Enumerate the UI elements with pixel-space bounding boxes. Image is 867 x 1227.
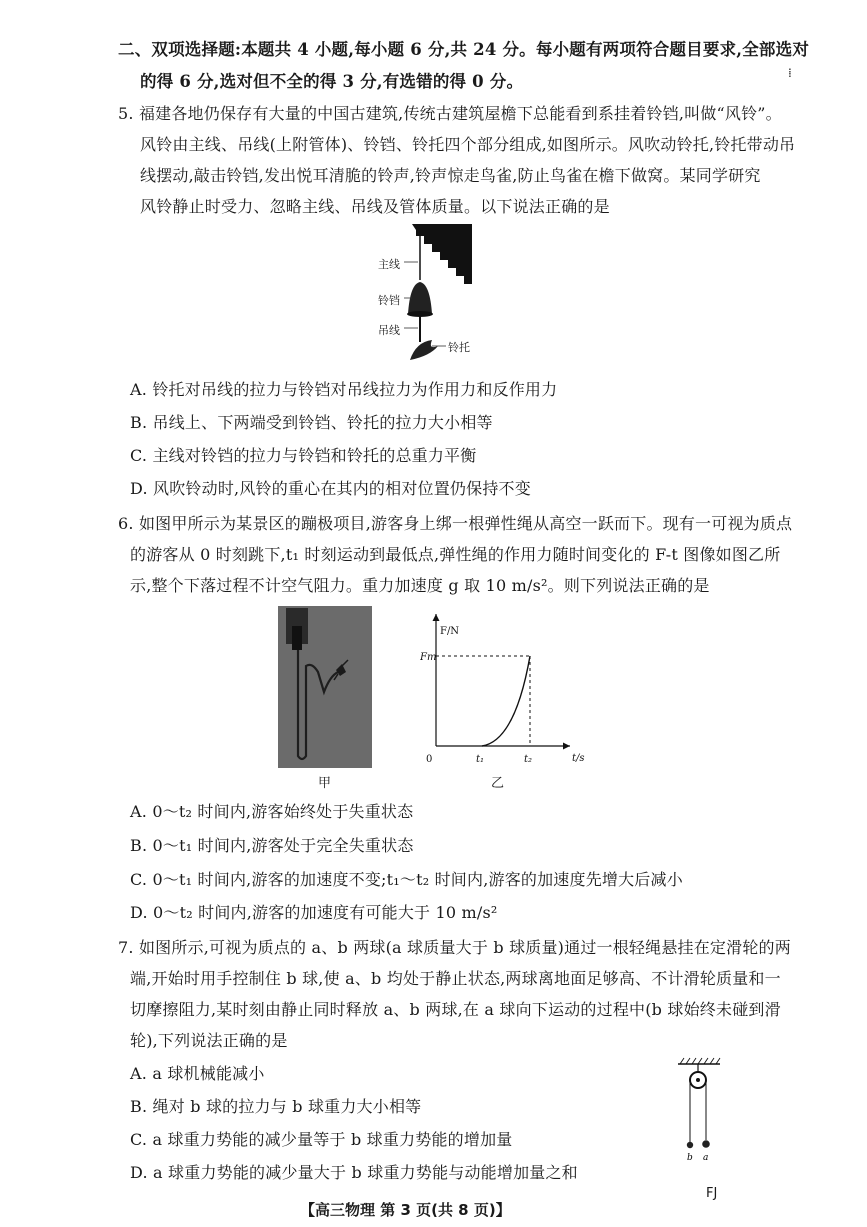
t2-label: t₂ [524,754,533,765]
graph-caption: 乙 [491,776,505,791]
corner-mark: ⁞ [788,66,792,80]
footer-code: FJ [706,1186,718,1201]
q7-option-c: C. a 球重力势能的减少量等于 b 球重力势能的增加量 [130,1130,513,1149]
label-main-line: 主线 [378,258,400,271]
holder-shape [410,340,438,360]
x-axis-label: t/s [572,753,585,764]
page-footer: 【高三物理 第 3 页(共 8 页)】 [300,1201,511,1219]
q7-option-b: B. 绳对 b 球的拉力与 b 球重力大小相等 [130,1097,422,1116]
q6-line-1: 6. 如图甲所示为某景区的蹦极项目,游客身上绑一根弹性绳从高空一跃而下。现有一可视为质点 [118,514,793,533]
q5-option-b: B. 吊线上、下两端受到铃铛、铃托的拉力大小相等 [130,413,493,432]
q6-line-3: 示,整个下落过程不计空气阻力。重力加速度 g 取 10 m/s²。则下列说法正确的是 [130,576,710,595]
q7-line-1: 7. 如图所示,可视为质点的 a、b 两球(a 球质量大于 b 球质量)通过一根轻绳悬挂在定滑轮的两 [118,938,791,957]
q6-option-c: C. 0～t₁ 时间内,游客的加速度不变;t₁～t₂ 时间内,游客的加速度先增大后减小 [130,870,683,889]
fm-label: Fm [420,652,437,663]
bungee-photo [278,606,372,768]
label-bell: 铃铛 [378,294,400,307]
t1-label: t₁ [476,754,485,765]
section-heading-line1: 二、双项选择题:本题共 4 小题,每小题 6 分,共 24 分。每小题有两项符合题目要求,全部选对 [118,40,810,59]
q7-option-a: A. a 球机械能减小 [130,1064,265,1083]
label-a: a [703,1153,709,1163]
q5-option-a: A. 铃托对吊线的拉力与铃铛对吊线拉力为作用力和反作用力 [130,380,558,399]
label-b: b [687,1153,693,1163]
ball-a [702,1140,710,1148]
q5-line-3: 线摆动,敲击铃铛,发出悦耳清脆的铃声,铃声惊走鸟雀,防止鸟雀在檐下做窝。某同学研究 [140,166,761,185]
q5-option-d: D. 风吹铃动时,风铃的重心在其内的相对位置仍保持不变 [130,479,531,498]
q7-line-4: 轮),下列说法正确的是 [130,1031,288,1050]
ft-graph [420,606,590,770]
force-curve [482,656,530,746]
q7-line-3: 切摩擦阻力,某时刻由静止同时释放 a、b 两球,在 a 球向下运动的过程中(b 球始终未碰到滑 [130,1000,781,1019]
pulley-figure [676,1056,722,1166]
q5-line-2: 风铃由主线、吊线(上附管体)、铃铛、铃托四个部分组成,如图所示。风吹动铃托,铃托带动吊 [140,135,796,154]
q6-line-2: 的游客从 0 时刻跳下,t₁ 时刻运动到最低点,弹性绳的作用力随时间变化的 F-t 图像如图乙所 [130,545,781,564]
q5-line-1: 5. 福建各地仍保存有大量的中国古建筑,传统古建筑屋檐下总能看到系挂着铃铛,叫做“风铃”。 [118,104,782,123]
q6-option-a: A. 0～t₂ 时间内,游客始终处于失重状态 [130,802,414,821]
eave-shape [412,224,472,284]
q5-line-4: 风铃静止时受力、忽略主线、吊线及管体质量。以下说法正确的是 [140,197,610,216]
q7-line-2: 端,开始时用手控制住 b 球,使 a、b 均处于静止状态,两球离地面足够高、不计滑轮质量和一 [130,969,781,988]
photo-caption: 甲 [318,776,332,791]
y-axis-label: F/N [440,626,460,637]
label-hanging-line: 吊线 [378,324,400,337]
q6-option-d: D. 0～t₂ 时间内,游客的加速度有可能大于 10 m/s² [130,903,498,922]
q5-option-c: C. 主线对铃铛的拉力与铃铛和铃托的总重力平衡 [130,446,477,465]
section-heading-line2: 的得 6 分,选对但不全的得 3 分,有选错的得 0 分。 [140,72,524,91]
q6-option-b: B. 0～t₁ 时间内,游客处于完全失重状态 [130,836,414,855]
ball-b [687,1142,693,1148]
q7-option-d: D. a 球重力势能的减少量大于 b 球重力势能与动能增加量之和 [130,1163,578,1182]
label-holder: 铃托 [448,341,470,354]
origin-label: 0 [426,754,433,765]
